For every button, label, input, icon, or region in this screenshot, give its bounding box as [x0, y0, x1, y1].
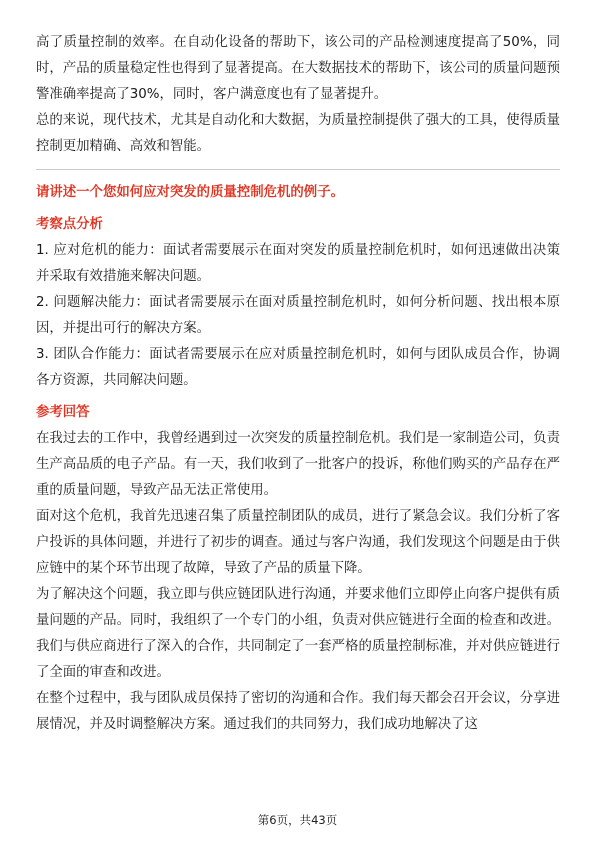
- answer-paragraph-3: 为了解决这个问题，我立即与供应链团队进行沟通，并要求他们立即停止向客户提供有质量问题的产品。同时，我组织了一个专门的小组，负责对供应链进行全面的检查和改进。我们与供应商进行了深入的合作，共同制定了一套严格的质量控制标准，并对供应链进行了全面的审查和改进。: [36, 587, 560, 680]
- analysis-item-3: 3. 团队合作能力：面试者需要展示在应对质量控制危机时，如何与团队成员合作，协调各方资源，共同解决问题。: [36, 347, 560, 388]
- answer-paragraph-4: 在整个过程中，我与团队成员保持了密切的沟通和合作。我们每天都会召开会议，分享进展情况，并及时调整解决方案。通过我们的共同努力，我们成功地解决了这: [36, 691, 560, 732]
- intro-paragraph-1: 高了质量控制的效率。在自动化设备的帮助下，该公司的产品检测速度提高了50%，同时，产品的质量稳定性也得到了显著提高。在大数据技术的帮助下，该公司的质量问题预警准确率提高了30%，同时，客户满意度也有了显著提升。: [36, 35, 560, 102]
- section-divider: [36, 169, 560, 170]
- page-number: 第6页，共43页: [257, 813, 338, 827]
- analysis-item-2: 2. 问题解决能力：面试者需要展示在面对质量控制危机时，如何分析问题、找出根本原因，并提出可行的解决方案。: [36, 295, 560, 336]
- answer-paragraph-2: 面对这个危机，我首先迅速召集了质量控制团队的成员，进行了紧急会议。我们分析了客户投诉的具体问题，并进行了初步的调查。通过与客户沟通，我们发现这个问题是由于供应链中的某个环节出现了故障，导致了产品的质量下降。: [36, 509, 560, 576]
- answer-title: 参考回答: [36, 405, 90, 420]
- intro-paragraph-2: 总的来说，现代技术，尤其是自动化和大数据，为质量控制提供了强大的工具，使得质量控制更加精确、高效和智能。: [36, 113, 560, 154]
- answer-paragraph-1: 在我过去的工作中，我曾经遇到过一次突发的质量控制危机。我们是一家制造公司，负责生产高品质的电子产品。有一天，我们收到了一批客户的投诉，称他们购买的产品存在严重的质量问题，导致产品无法正常使用。: [36, 431, 560, 498]
- question-heading: 请讲述一个您如何应对突发的质量控制危机的例子。: [36, 185, 344, 200]
- analysis-title: 考察点分析: [36, 217, 103, 232]
- page-content: [36, 30, 560, 738]
- analysis-item-1: 1. 应对危机的能力：面试者需要展示在面对突发的质量控制危机时，如何迅速做出决策并采取有效措施来解决问题。: [36, 243, 560, 284]
